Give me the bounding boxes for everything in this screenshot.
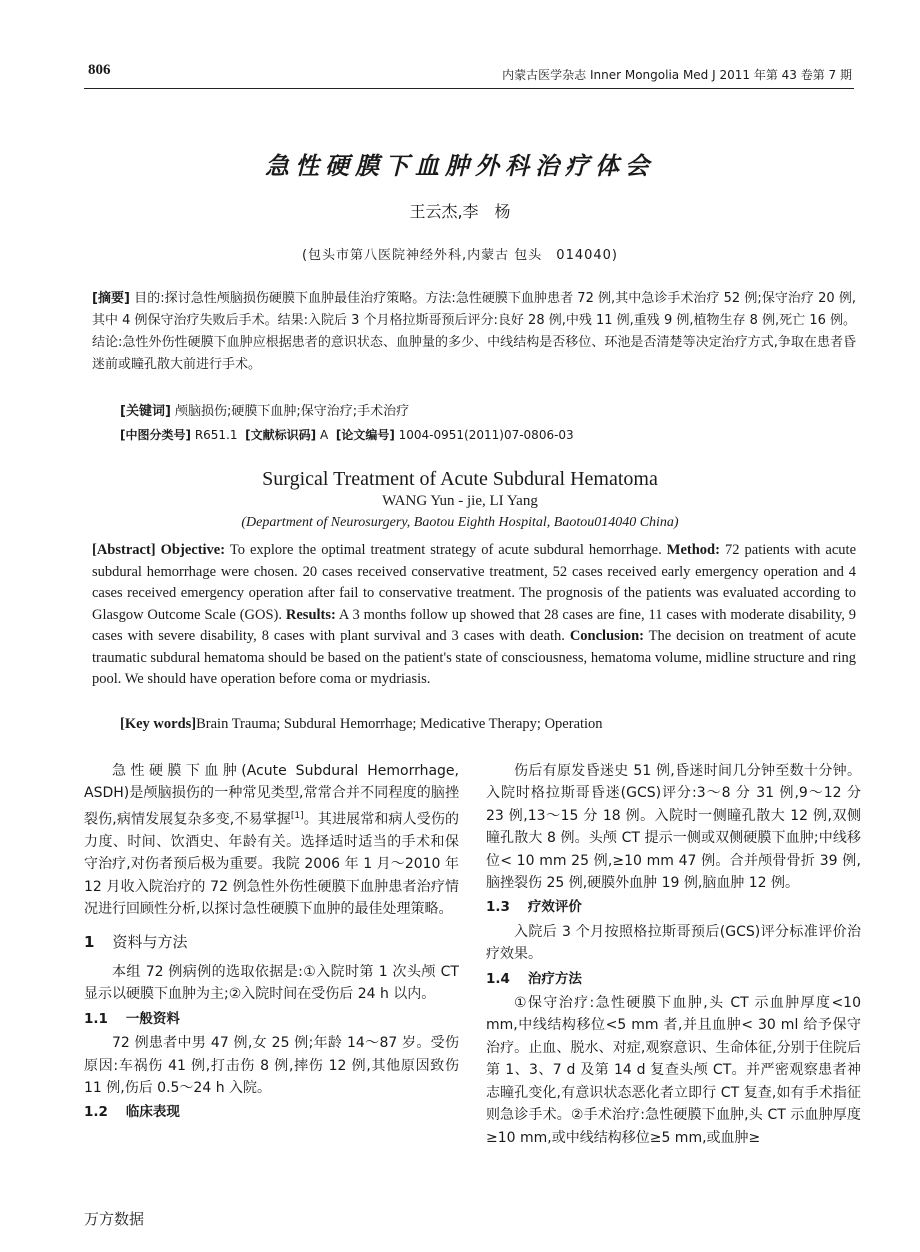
clc-label: [中图分类号] — [120, 428, 191, 442]
section-heading-1-1 — [84, 1008, 459, 1030]
article-number-value: 1004-0951(2011)07-0806-03 — [398, 428, 574, 442]
keywords-chinese — [120, 400, 856, 419]
section-1-2-title: 临床表现 — [125, 1104, 180, 1121]
body-column-left — [84, 760, 459, 1126]
clc-value: R651.1 — [194, 428, 238, 442]
keywords-english-text: Brain Trauma; Subdural Hemorrhage; Medicative Therapy; Operation — [196, 716, 603, 732]
section-1-1-title: 一般资料 — [125, 1010, 180, 1027]
authors-chinese: 王云杰,李 杨 — [409, 202, 511, 221]
section-1-4-paragraph: ①保守治疗:急性硬膜下血肿,头 CT 示血肿厚度<10 mm,中线结构移位<5 mm 者,并且血肿< 30 ml 给予保守治疗。止血、脱水、对症,观察意识、生命体征,分别于住院后第 1、3、7 d 及第 14 d 复查头颅 CT。并严密观察患者神志瞳孔变化,有意识状态恶化者立即行 CT 复查,如有手术指征则急诊手术。②手术治疗:急性硬膜下血肿,头 CT 示血肿厚度≥10 mm,或中线结构移位≥5 mm,或血肿≥ — [486, 995, 861, 1146]
page-number: 806 — [88, 62, 111, 78]
affiliation-english: (Department of Neurosurgery, Baotou Eighth Hospital, Baotou014040 China) — [241, 515, 679, 530]
section-heading-1-3 — [486, 896, 861, 918]
affiliation-chinese: (包头市第八医院神经外科,内蒙古 包头 014040) — [301, 248, 619, 263]
running-header — [84, 60, 854, 89]
section-heading-1-2 — [84, 1101, 459, 1123]
keywords-chinese-label: [关键词] — [120, 404, 171, 419]
method-text: 72 patients with acute subdural hemorrhage were chosen. 20 cases received conservative treatment, 52 cases received early emergency operation and 4 cases received emergency operation after fail to conservative treatment. The prognosis of the patients was evaluated according to Glasgow Outcome Scale (GOS). — [92, 542, 857, 623]
abstract-english — [92, 540, 856, 691]
section-heading-1 — [84, 931, 459, 953]
doc-code-label: [文献标识码] — [245, 428, 317, 442]
keywords-english — [120, 716, 856, 733]
title-english: Surgical Treatment of Acute Subdural Hematoma — [262, 468, 658, 490]
body-column-right — [486, 760, 861, 1149]
classification-line — [120, 426, 856, 443]
objective-label: Objective: — [160, 542, 226, 558]
intro-text-part2: 。其进展常和病人受伤的力度、时间、饮酒史、年龄有关。选择适时适当的手术和保守治疗,对伤者预后极为重要。我院 2006 年 1 月～2010 年 12 月收入院治疗的 72 例急性外伤性硬膜下血肿患者治疗情况进行回顾性分析,以探讨急性硬膜下血肿的最佳处理策略。 — [84, 811, 460, 918]
section-1-4-title: 治疗方法 — [527, 970, 582, 987]
intro-paragraph — [84, 760, 459, 921]
results-text: A 3 months follow up showed that 28 cases are fine, 11 cases with moderate disability, 9 cases with severe disability, 8 cases with plant survival and 3 cases with death. — [92, 606, 857, 644]
abstract-chinese-text: 目的:探讨急性颅脑损伤硬膜下血肿最佳治疗策略。方法:急性硬膜下血肿患者 72 例,其中急诊手术治疗 52 例;保守治疗 20 例,其中 4 例保守治疗失败后手术。结果:入院后 3 个月格拉斯哥预后评分:良好 28 例,中残 11 例,重残 9 例,植物生存 8 例,死亡 16 例。结论:急性外伤性硬膜下血肿应根据患者的意识状态、血肿量的多少、中线结构是否移位、环池是否清楚等决定治疗方式,争取在患者昏迷前或瞳孔散大前进行手术。 — [92, 291, 856, 372]
section-1-4-number: 1.4 — [486, 970, 510, 987]
article-number-label: [论文编号] — [335, 428, 395, 442]
keywords-english-label: [Key words] — [120, 716, 197, 732]
abstract-chinese-label: [摘要] — [92, 291, 130, 306]
section-1-1-paragraph: 72 例患者中男 47 例,女 25 例;年龄 14～87 岁。受伤原因:车祸伤 41 例,打击伤 8 例,摔伤 12 例,其他原因致伤 11 例,伤后 0.5～24 h 入院。 — [84, 1035, 459, 1096]
title-chinese: 急性硬膜下血肿外科治疗体会 — [265, 151, 655, 180]
method-label: Method: — [666, 542, 720, 558]
section-1-2-paragraph: 伤后有原发昏迷史 51 例,昏迷时间几分钟至数十分钟。入院时格拉斯哥昏迷(GCS)评分:3～8 分 31 例,9～12 分 23 例,13～15 分 18 例。入院时一侧瞳孔散大 12 例,双侧瞳孔散大 8 例。头颅 CT 提示一侧或双侧硬膜下血肿;中线移位< 10 mm 25 例,≥10 mm 47 例。合并颅骨骨折 39 例,脑挫裂伤 25 例,硬膜外血肿 19 例,脑血肿 12 例。 — [486, 763, 861, 892]
section-1-title: 资料与方法 — [112, 932, 188, 951]
results-label: Results: — [285, 606, 336, 623]
objective-text: To explore the optimal treatment strategy of acute subdural hemorrhage. — [229, 542, 662, 558]
keywords-chinese-text: 颅脑损伤;硬膜下血肿;保守治疗;手术治疗 — [175, 404, 410, 419]
authors-english: WANG Yun - jie, LI Yang — [382, 493, 538, 509]
section-1-paragraph: 本组 72 例病例的选取依据是:①入院时第 1 次头颅 CT 显示以硬膜下血肿为主;②入院时间在受伤后 24 h 以内。 — [84, 963, 459, 1003]
abstract-chinese — [92, 288, 856, 376]
citation-ref: [1] — [290, 810, 304, 821]
section-1-2-number: 1.2 — [84, 1104, 108, 1121]
intro-text-part1: 急性硬膜下血肿(Acute Subdural Hemorrhage, ASDH)是颅脑损伤的一种常见类型,常常合并不同程度的脑挫裂伤,病情发展复杂多变,不易掌握 — [84, 763, 459, 828]
section-1-number: 1 — [84, 932, 95, 951]
conclusion-text: The decision on treatment of acute traumatic subdural hematoma should be based on the patient's state of consciousness, hematoma volume, midline structure and ring pool. We should have operation before coma or mydriasis. — [92, 628, 856, 687]
section-1-3-number: 1.3 — [486, 899, 510, 916]
section-heading-1-4 — [486, 968, 861, 990]
abstract-english-label: [Abstract] — [92, 542, 156, 558]
conclusion-label: Conclusion: — [569, 628, 644, 644]
section-1-3-title: 疗效评价 — [527, 899, 582, 916]
section-1-1-number: 1.1 — [84, 1010, 108, 1027]
doc-code-value: A — [319, 428, 329, 442]
section-1-3-paragraph: 入院后 3 个月按照格拉斯哥预后(GCS)评分标准评价治疗效果。 — [486, 923, 861, 963]
database-watermark: 万方数据 — [84, 1210, 145, 1228]
journal-citation: 内蒙古医学杂志 Inner Mongolia Med J 2011 年第 43 卷第 7 期 — [502, 68, 852, 82]
